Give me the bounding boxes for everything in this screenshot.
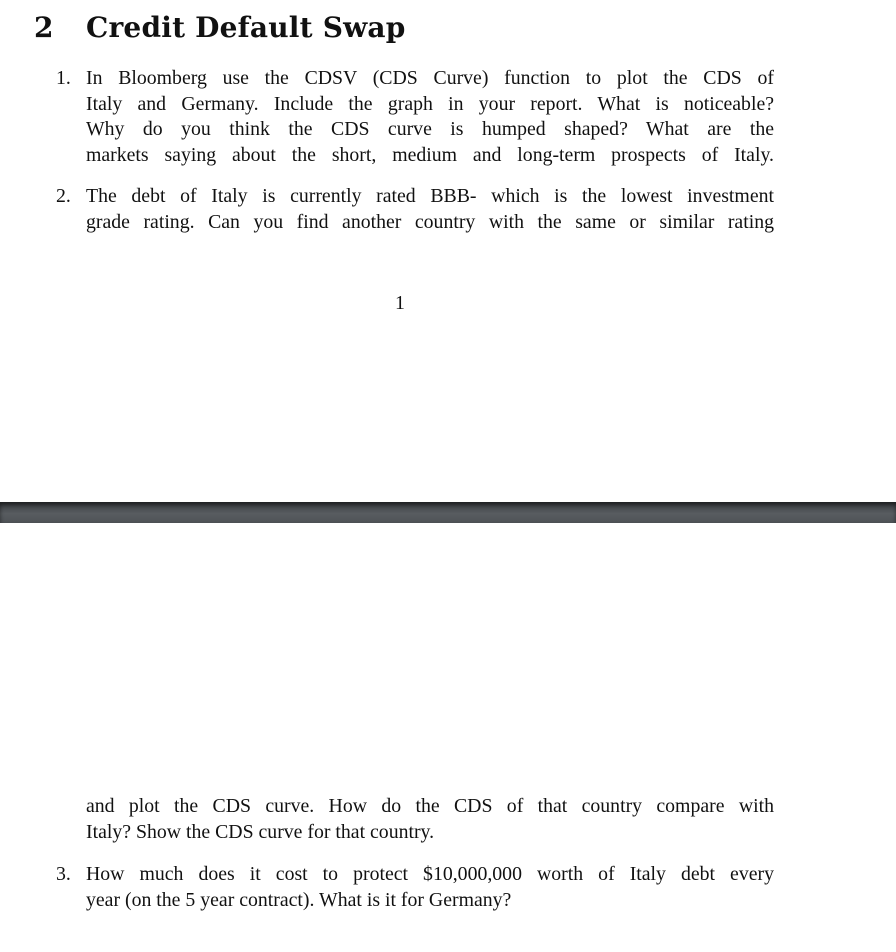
- question-text: [86, 862, 774, 913]
- question-1: [54, 66, 774, 168]
- question-3: [54, 862, 774, 913]
- text-line: Italy and Germany. Include the graph in your report. What is noticeable?: [86, 92, 774, 115]
- question-text: [86, 66, 774, 168]
- text-line: year (on the 5 year contract). What is it for Germany?: [86, 888, 512, 911]
- text-line: Why do you think the CDS curve is humped shaped? What are the: [86, 118, 774, 141]
- text-line: The debt of Italy is currently rated BBB- which is the lowest investment: [86, 185, 774, 207]
- question-number: 2.: [56, 185, 71, 207]
- text-line: In Bloomberg use the CDSV (CDS Curve) function to plot the CDS of: [86, 67, 774, 89]
- question-text: [86, 794, 774, 845]
- section-title: Credit Default Swap: [86, 11, 406, 44]
- question-number: 1.: [56, 67, 71, 89]
- text-line: grade rating. Can you find another country with the same or similar rating: [86, 210, 774, 233]
- page-separator: [0, 502, 896, 523]
- question-text: [86, 184, 774, 235]
- question-2-continued: [54, 794, 774, 845]
- text-line: markets saying about the short, medium and long-term prospects of Italy.: [86, 143, 774, 166]
- question-2: [54, 184, 774, 235]
- page-number: 1: [395, 292, 405, 314]
- text-line: Italy? Show the CDS curve for that country.: [86, 820, 435, 843]
- section-heading: [34, 8, 406, 48]
- text-line: How much does it cost to protect $10,000,000 worth of Italy debt every: [86, 863, 774, 885]
- text-line: and plot the CDS curve. How do the CDS of that country compare with: [86, 795, 774, 817]
- question-number: 3.: [56, 863, 71, 885]
- section-number: 2: [34, 11, 54, 44]
